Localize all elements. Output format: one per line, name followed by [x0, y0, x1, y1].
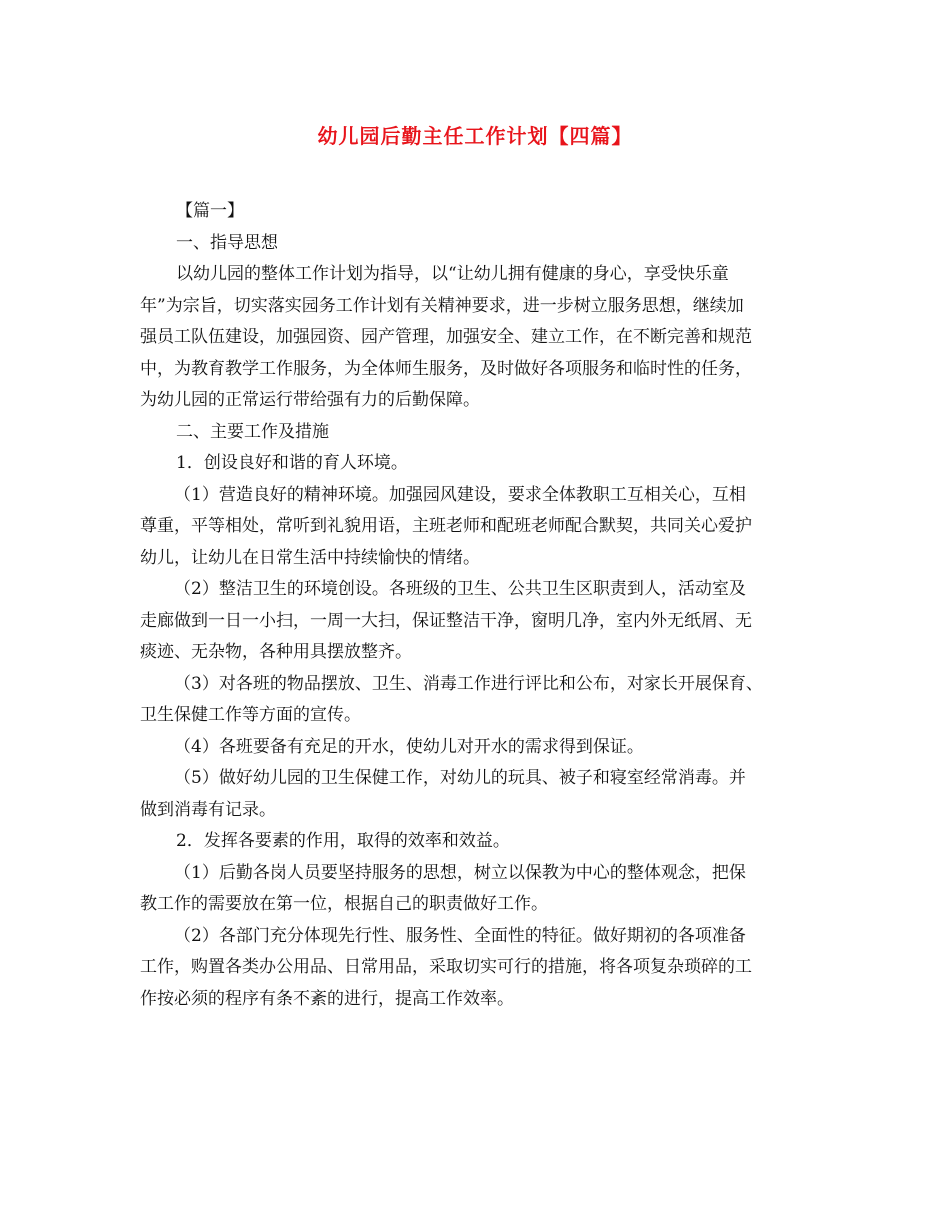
document-title: 幼儿园后勤主任工作计划【四篇】	[317, 124, 633, 148]
paragraph-line: （3）对各班的物品摆放、卫生、消毒工作进行评比和公布，对家长开展保育、	[174, 673, 763, 694]
paragraph-line: 走廊做到一日一小扫，一周一大扫，保证整洁干净，窗明几净，室内外无纸屑、无	[140, 610, 752, 631]
paragraph-line: （4）各班要备有充足的开水，使幼儿对开水的需求得到保证。	[174, 736, 644, 757]
item-heading: 2．发挥各要素的作用，取得的效率和效益。	[176, 831, 510, 851]
paragraph-line: 痰迹、无杂物，各种用具摆放整齐。	[140, 642, 412, 662]
paragraph-line: 强员工队伍建设，加强园资、园产管理，加强安全、建立工作，在不断完善和规范	[140, 327, 752, 347]
paragraph-line: 工作，购置各类办公用品、日常用品，采取切实可行的措施，将各项复杂琐碎的工	[140, 957, 752, 977]
item-heading: 1．创设良好和谐的育人环境。	[176, 453, 408, 473]
section-heading: 【篇一】	[176, 201, 244, 221]
paragraph-line: 为幼儿园的正常运行带给强有力的后勤保障。	[140, 390, 480, 410]
paragraph-line: （2）整洁卫生的环境创设。各班级的卫生、公共卫生区职责到人，活动室及	[174, 579, 746, 599]
paragraph-line: （5）做好幼儿园的卫生保健工作，对幼儿的玩具、被子和寝室经常消毒。并	[174, 768, 746, 788]
paragraph-line: 卫生保健工作等方面的宣传。	[140, 705, 361, 725]
paragraph-line: （1）后勤各岗人员要坚持服务的思想，树立以保教为中心的整体观念，把保	[174, 862, 746, 883]
paragraph-line: （2）各部门充分体现先行性、服务性、全面性的特征。做好期初的各项准备	[174, 925, 746, 946]
paragraph-line: 教工作的需要放在第一位，根据自己的职责做好工作。	[140, 894, 548, 914]
paragraph-line: 年”为宗旨，切实落实园务工作计划有关精神要求，进一步树立服务思想，继续加	[140, 295, 744, 316]
paragraph-line: 尊重，平等相处，常听到礼貌用语，主班老师和配班老师配合默契，共同关心爱护	[140, 516, 752, 536]
subsection-heading: 一、指导思想	[176, 232, 278, 253]
paragraph-line: 做到消毒有记录。	[140, 799, 276, 820]
paragraph-line: 以幼儿园的整体工作计划为指导，以“让幼儿拥有健康的身心，享受快乐童	[176, 264, 729, 284]
paragraph-line: 作按必须的程序有条不紊的进行，提高工作效率。	[140, 988, 514, 1009]
paragraph-line: （1）营造良好的精神环境。加强园风建设，要求全体教职工互相关心，互相	[174, 484, 746, 505]
paragraph-line: 幼儿，让幼儿在日常生活中持续愉快的情绪。	[140, 547, 480, 568]
document-body	[140, 196, 822, 1015]
subsection-heading: 二、主要工作及措施	[176, 421, 329, 442]
paragraph-line: 中，为教育教学工作服务，为全体师生服务，及时做好各项服务和临时性的任务，	[140, 358, 752, 379]
